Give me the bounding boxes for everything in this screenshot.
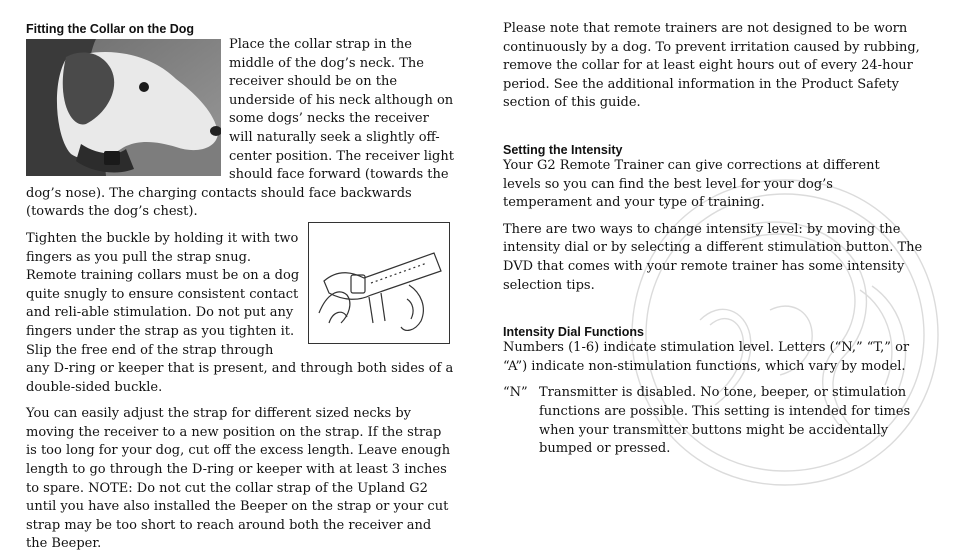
definition-n (503, 384, 933, 458)
setting-para-2: There are two ways to change intensity level: by moving the intensity dial or by selecting a different stimulation button. The DVD that comes with your remote trainer has some intensity selection tips. (503, 221, 923, 293)
left-column (26, 0, 454, 554)
fitting-para-1: Place the collar strap in the middle of the dog’s neck. The receiver should be on the underside of his neck although on some dogs’ necks the receiver will naturally seek a slightly off-center position. The receiver light should face forward (towards the dog’s nose). The charging contacts should face backwards (towards the dog’s chest). (26, 37, 454, 220)
fitting-para-2: Tighten the buckle by holding it with two fingers as you pull the strap snug. Remote training collars must be on a dog quite snugly to ensure consistent contact and reli-able stimulation. Do not put any fingers under the strap as you tighten it. Slip the free end of the strap through any D-ring or keeper that is present, and through both sides of a double-sided buckle. (26, 230, 454, 395)
section-heading-fitting: Fitting the Collar on the Dog (26, 22, 195, 36)
setting-para-1: Your G2 Remote Trainer can give corrections at different levels so you can find the best level for your dog’s temperament and your type of training. (503, 157, 880, 211)
definition-text: Transmitter is disabled. No tone, beeper, or stimulation functions are possible. This setting is intended for times when your transmitter buttons might be accidentally bumped or pressed. (539, 385, 911, 457)
continuous-wear-note: Please note that remote trainers are not designed to be worn continuously by a dog. To prevent irritation caused by rubbing, remove the collar for at least eight hours out of every 24-hour period. See the additional information in the Product Safety section of this guide. (503, 21, 920, 111)
dial-para: Numbers (1-6) indicate stimulation level. Letters (“N,” “T,” or “A”) indicate non-stimulation functions, which vary by model. (503, 340, 910, 374)
section-heading-setting-intensity: Setting the Intensity (503, 142, 623, 157)
fitting-para-3: You can easily adjust the strap for different sized necks by moving the receiver to a new position on the strap. If the strap is too long for your dog, cut off the excess length. Leave enough length to go through the D-ring or keeper with at least 3 inches to spare. NOTE: Do not cut the collar strap of the Upland G2 until you have also installed the Beeper on the strap or your cut strap may be too short to reach around both the receiver and the Beeper. (26, 406, 451, 552)
definition-key: “N” (503, 385, 528, 401)
dog-collar-photo (26, 39, 221, 176)
buckle-illustration (308, 222, 450, 344)
right-column (503, 0, 933, 459)
section-heading-dial-functions: Intensity Dial Functions (503, 325, 644, 340)
